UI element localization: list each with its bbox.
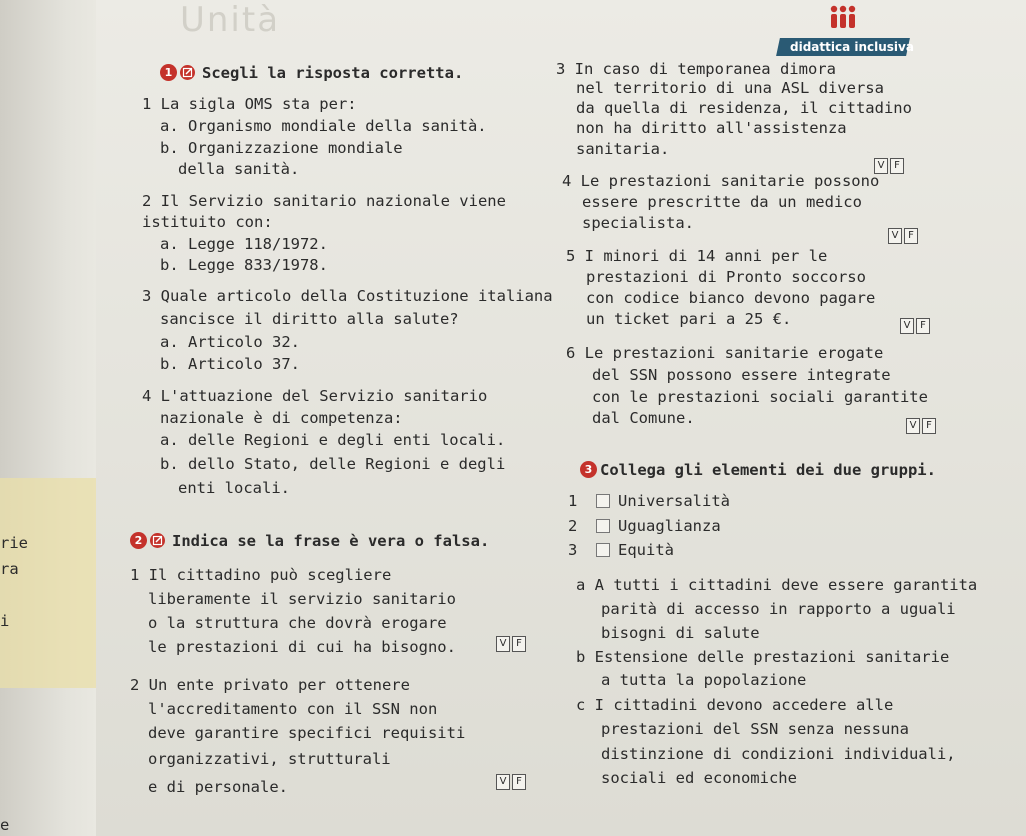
statement-line: 4 Le prestazioni sanitarie possono xyxy=(562,172,880,190)
statement-line: 5 I minori di 14 anni per le xyxy=(566,247,828,265)
statement-line: e di personale. xyxy=(148,778,288,796)
true-false-choice xyxy=(900,318,930,334)
margin-fragment: rie xyxy=(0,534,28,552)
false-checkbox[interactable]: F xyxy=(890,158,904,174)
statement-line: del SSN possono essere integrate xyxy=(592,366,891,384)
definition-line: c I cittadini devono accedere alle xyxy=(576,696,894,714)
statement-line: le prestazioni di cui ha bisogno. xyxy=(148,638,456,656)
answer-box[interactable] xyxy=(596,494,610,508)
statement-line: dal Comune. xyxy=(592,409,695,427)
true-checkbox[interactable]: V xyxy=(888,228,902,244)
question-stem-continued: istituito con: xyxy=(142,213,273,231)
statement-line: 2 Un ente privato per ottenere xyxy=(130,676,410,694)
definition-line: sociali ed economiche xyxy=(601,769,797,787)
statement-line: nel territorio di una ASL diversa xyxy=(576,79,884,97)
statement-line: con codice bianco devono pagare xyxy=(586,289,876,307)
definition-line: b Estensione delle prestazioni sanitarie xyxy=(576,648,950,666)
false-checkbox[interactable]: F xyxy=(922,418,936,434)
answer-box[interactable] xyxy=(596,543,610,557)
exercise-3-title: Collega gli elementi dei due gruppi. xyxy=(600,461,936,479)
question-stem: 3 Quale articolo della Costituzione italiana xyxy=(142,287,553,305)
logo-label: didattica inclusiva xyxy=(790,40,914,54)
statement-line: essere prescritte da un medico xyxy=(582,193,862,211)
answer-option[interactable]: a. Legge 118/1972. xyxy=(160,235,328,253)
true-checkbox[interactable]: V xyxy=(496,774,510,790)
statement-line: da quella di residenza, il cittadino xyxy=(576,99,912,117)
highlight-band xyxy=(0,478,96,688)
statement-line: liberamente il servizio sanitario xyxy=(148,590,456,608)
item-number: 1 xyxy=(568,492,578,510)
item-label: Uguaglianza xyxy=(618,517,721,535)
previous-page-edge xyxy=(0,0,96,836)
statement-line: l'accreditamento con il SSN non xyxy=(148,700,438,718)
false-checkbox[interactable]: F xyxy=(904,228,918,244)
statement-line: specialista. xyxy=(582,214,694,232)
statement-line: o la struttura che dovrà erogare xyxy=(148,614,447,632)
true-false-choice xyxy=(888,228,918,244)
exercise-number-badge: 2 xyxy=(130,532,147,549)
definition-line: bisogni di salute xyxy=(601,624,760,642)
false-checkbox[interactable]: F xyxy=(916,318,930,334)
pencil-icon xyxy=(150,533,165,548)
exercise-2-title: Indica se la frase è vera o falsa. xyxy=(172,532,490,550)
true-checkbox[interactable]: V xyxy=(496,636,510,652)
statement-line: 1 Il cittadino può scegliere xyxy=(130,566,392,584)
answer-box[interactable] xyxy=(596,519,610,533)
answer-option-continued: enti locali. xyxy=(178,479,290,497)
true-checkbox[interactable]: V xyxy=(874,158,888,174)
answer-option-continued: della sanità. xyxy=(178,160,300,178)
statement-line: 6 Le prestazioni sanitarie erogate xyxy=(566,344,884,362)
answer-option[interactable]: b. dello Stato, delle Regioni e degli xyxy=(160,455,506,473)
true-false-choice xyxy=(496,774,526,790)
answer-option[interactable]: a. delle Regioni e degli enti locali. xyxy=(160,431,506,449)
answer-option[interactable]: b. Articolo 37. xyxy=(160,355,300,373)
false-checkbox[interactable]: F xyxy=(512,774,526,790)
answer-option[interactable]: a. Organismo mondiale della sanità. xyxy=(160,117,487,135)
true-false-choice xyxy=(906,418,936,434)
statement-line: un ticket pari a 25 €. xyxy=(586,310,792,328)
statement-line: 3 In caso di temporanea dimora xyxy=(556,60,836,78)
definition-line: a tutta la popolazione xyxy=(601,671,807,689)
exercise-number-badge: 1 xyxy=(160,64,177,81)
question-stem: 4 L'attuazione del Servizio sanitario xyxy=(142,387,488,405)
exercise-number-badge: 3 xyxy=(580,461,597,478)
item-number: 2 xyxy=(568,517,578,535)
statement-line: deve garantire specifici requisiti xyxy=(148,724,466,742)
answer-option[interactable]: a. Articolo 32. xyxy=(160,333,300,351)
statement-line: non ha diritto all'assistenza xyxy=(576,119,847,137)
definition-line: distinzione di condizioni individuali, xyxy=(601,745,956,763)
margin-fragment: i xyxy=(0,612,10,630)
answer-option[interactable]: b. Organizzazione mondiale xyxy=(160,139,403,157)
pencil-icon xyxy=(180,65,195,80)
exercise-1-title: Scegli la risposta corretta. xyxy=(202,64,464,82)
true-checkbox[interactable]: V xyxy=(900,318,914,334)
question-stem: 1 La sigla OMS sta per: xyxy=(142,95,357,113)
false-checkbox[interactable]: F xyxy=(512,636,526,652)
question-stem-continued: sancisce il diritto alla salute? xyxy=(160,310,459,328)
margin-fragment: ra xyxy=(0,560,19,578)
true-false-choice xyxy=(496,636,526,652)
true-checkbox[interactable]: V xyxy=(906,418,920,434)
definition-line: parità di accesso in rapporto a uguali xyxy=(601,600,956,618)
item-label: Universalità xyxy=(618,492,730,510)
statement-line: organizzativi, strutturali xyxy=(148,750,391,768)
statement-line: sanitaria. xyxy=(576,140,670,158)
margin-fragment: e xyxy=(0,816,10,834)
item-number: 3 xyxy=(568,541,578,559)
question-stem: 2 Il Servizio sanitario nazionale viene xyxy=(142,192,506,210)
answer-option[interactable]: b. Legge 833/1978. xyxy=(160,256,328,274)
statement-line: prestazioni di Pronto soccorso xyxy=(586,268,866,286)
question-stem-continued: nazionale è di competenza: xyxy=(160,409,403,427)
item-label: Equità xyxy=(618,541,674,559)
definition-line: prestazioni del SSN senza nessuna xyxy=(601,720,909,738)
bleed-through-text: Unità xyxy=(180,0,281,40)
statement-line: con le prestazioni sociali garantite xyxy=(592,388,928,406)
definition-line: a A tutti i cittadini deve essere garantita xyxy=(576,576,978,594)
